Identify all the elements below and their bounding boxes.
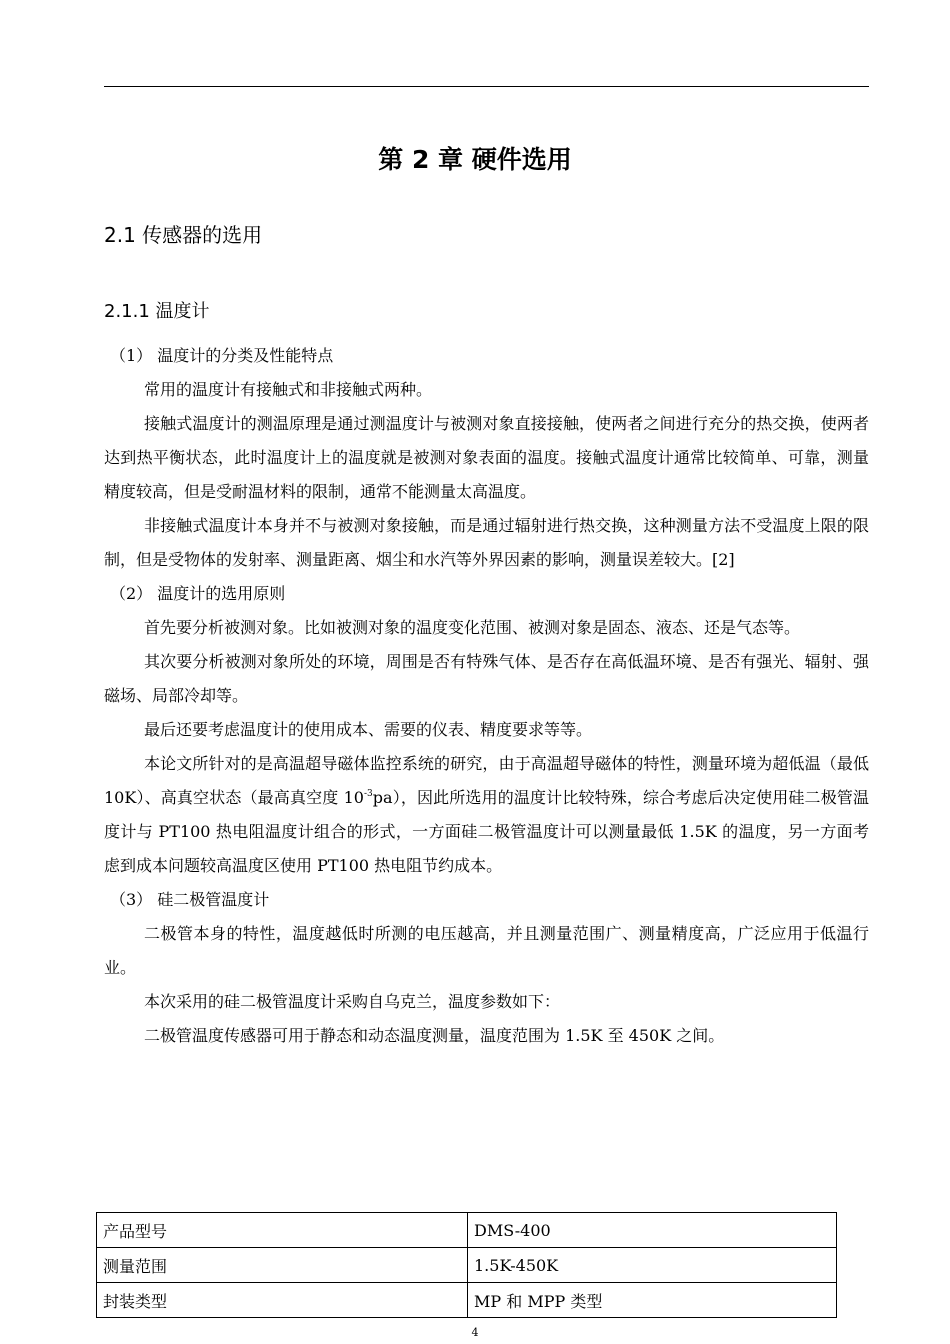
paragraph-7-part-a: 本论文所针对的是高温超导磁体监控系统的研究，由于高温超导磁体的特性，测量环境为超低温（最低 10K）、高真空状态（最高真空度 10 <box>104 754 869 807</box>
body-text <box>104 339 869 1053</box>
paragraph-7-part-b: pa），因此所选用的温度计比较特殊，综合考虑后决定使用硅二极管温度计与 PT100 热电阻温度计组合的形式，一方面硅二极管温度计可以测量最低 1.5K 的温度，另一方面考虑到成本问题较高温度区使用 PT100 热电阻节约成本。 <box>104 788 869 875</box>
table-cell-label: 产品型号 <box>97 1213 468 1248</box>
paragraph-6: 最后还要考虑温度计的使用成本、需要的仪表、精度要求等等。 <box>144 720 593 739</box>
subsection-title: 2.1.1 温度计 <box>104 301 210 322</box>
item-heading-1: （1） 温度计的分类及性能特点 <box>110 346 334 365</box>
spec-table <box>96 1212 837 1318</box>
table-row <box>97 1213 837 1248</box>
paragraph-7 <box>104 747 869 883</box>
paragraph-1: 常用的温度计有接触式和非接触式两种。 <box>144 380 433 399</box>
paragraph-2: 接触式温度计的测温原理是通过测温度计与被测对象直接接触，使两者之间进行充分的热交换，使两者达到热平衡状态，此时温度计上的温度就是被测对象表面的温度。接触式温度计通常比较简单、可靠，测量精度较高，但是受耐温材料的限制，通常不能测量太高温度。 <box>104 414 869 501</box>
paragraph-10: 二极管温度传感器可用于静态和动态温度测量，温度范围为 1.5K 至 450K 之间。 <box>144 1026 725 1045</box>
section-title: 2.1 传感器的选用 <box>104 223 263 247</box>
exponent: -3 <box>363 789 373 799</box>
header-rule <box>104 86 869 87</box>
table-row <box>97 1248 837 1283</box>
item-heading-2: （2） 温度计的选用原则 <box>110 584 286 603</box>
paragraph-3: 非接触式温度计本身并不与被测对象接触，而是通过辐射进行热交换，这种测量方法不受温度上限的限制，但是受物体的发射率、测量距离、烟尘和水汽等外界因素的影响，测量误差较大。[2] <box>104 516 869 569</box>
table-cell-value: DMS-400 <box>468 1213 837 1248</box>
table-cell-label: 测量范围 <box>97 1248 468 1283</box>
table-cell-label: 封装类型 <box>97 1283 468 1318</box>
page-number: 4 <box>471 1326 479 1339</box>
paragraph-4: 首先要分析被测对象。比如被测对象的温度变化范围、被测对象是固态、液态、还是气态等。 <box>144 618 801 637</box>
chapter-title: 第 2 章 硬件选用 <box>378 145 572 174</box>
table-row <box>97 1283 837 1318</box>
paragraph-5: 其次要分析被测对象所处的环境，周围是否有特殊气体、是否存在高低温环境、是否有强光、辐射、强磁场、局部冷却等。 <box>104 652 869 705</box>
table-cell-value: 1.5K-450K <box>468 1248 837 1283</box>
item-heading-3: （3） 硅二极管温度计 <box>110 890 270 909</box>
paragraph-8: 二极管本身的特性，温度越低时所测的电压越高，并且测量范围广、测量精度高，广泛应用于低温行业。 <box>104 924 869 977</box>
paragraph-9: 本次采用的硅二极管温度计采购自乌克兰，温度参数如下： <box>144 992 561 1011</box>
table-cell-value: MP 和 MPP 类型 <box>468 1283 837 1318</box>
